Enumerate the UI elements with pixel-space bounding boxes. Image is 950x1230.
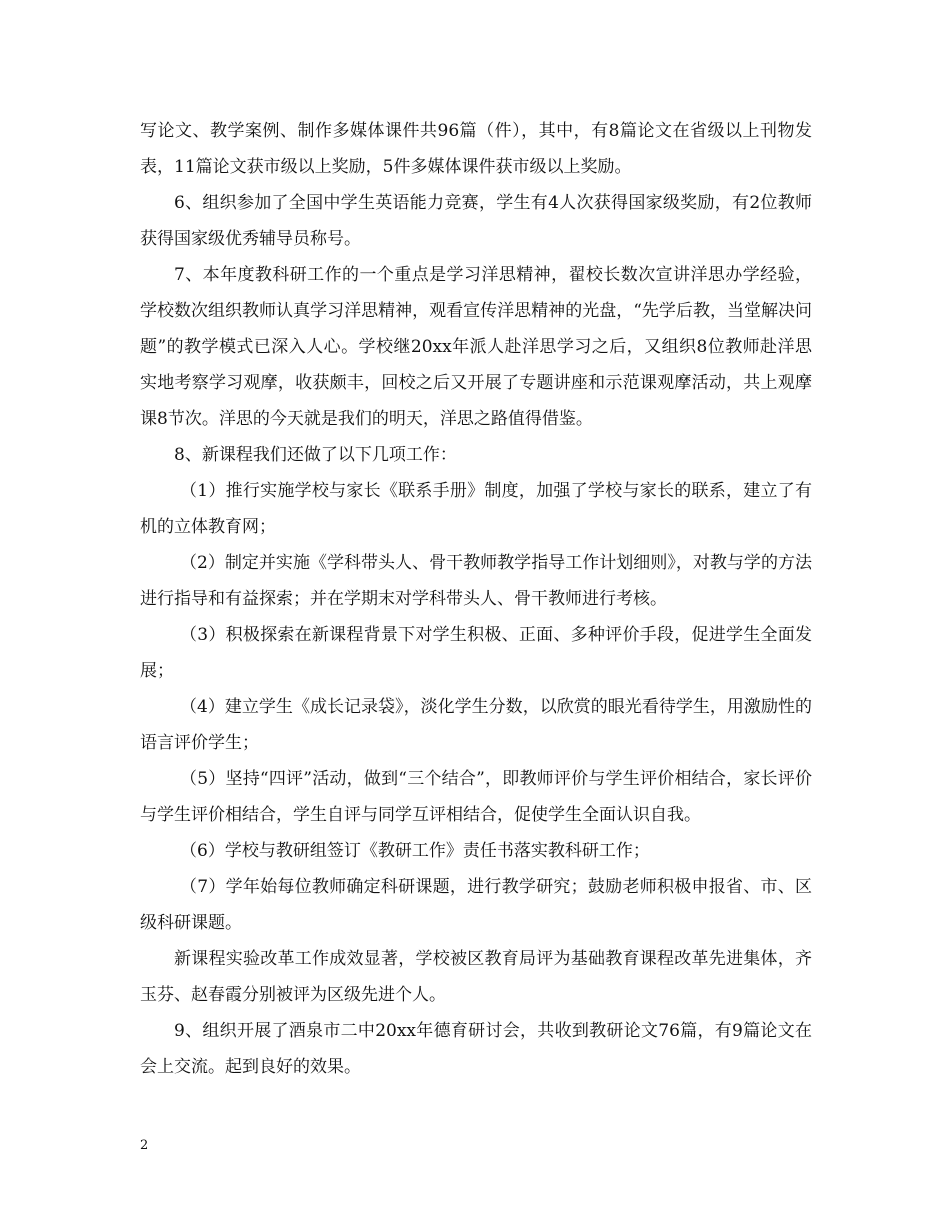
list-item-8-3: （3）积极探索在新课程背景下对学生积极、正面、多种评价手段，促进学生全面发展； xyxy=(140,625,812,681)
paragraph-item-7: 7、本年度教科研工作的一个重点是学习洋思精神，翟校长数次宣讲洋思办学经验，学校数次组织教师认真学习洋思精神，观看宣传洋思精神的光盘，“先学后教，当堂解决问题”的教学模式已深入人心。学校继20xx年派人赴洋思学习之后，又组织8位教师赴洋思实地考察学习观摩，收获颇丰，回校之后又开展了专题讲座和示范课观摩活动，共上观摩课8节次。洋思的今天就是我们的明天，洋思之路值得借鉴。 xyxy=(140,265,812,429)
list-item-8-1: （1）推行实施学校与家长《联系手册》制度，加强了学校与家长的联系，建立了有机的立体教育网； xyxy=(140,481,812,537)
list-item-8-6: （6）学校与教研组签订《教研工作》责任书落实教科研工作； xyxy=(180,841,650,861)
list-item-8-2: （2）制定并实施《学科带头人、骨干教师教学指导工作计划细则》，对教与学的方法进行指导和有益探索；并在学期末对学科带头人、骨干教师进行考核。 xyxy=(140,553,812,609)
page-number: 2 xyxy=(140,1138,149,1153)
paragraph-continuation: 写论文、教学案例、制作多媒体课件共96篇（件），其中，有8篇论文在省级以上刊物发表，11篇论文获市级以上奖励，5件多媒体课件获市级以上奖励。 xyxy=(140,121,812,177)
list-item-8-5: （5）坚持“四评”活动，做到“三个结合”，即教师评价与学生评价相结合，家长评价与学生评价相结合，学生自评与同学互评相结合，促使学生全面认识自我。 xyxy=(140,769,812,825)
paragraph-item-8-heading: 8、新课程我们还做了以下几项工作： xyxy=(174,445,457,465)
list-item-8-4: （4）建立学生《成长记录袋》，淡化学生分数，以欣赏的眼光看待学生，用激励性的语言评价学生； xyxy=(140,697,812,753)
paragraph-item-9: 9、组织开展了酒泉市二中20xx年德育研讨会，共收到教研论文76篇，有9篇论文在会上交流。起到良好的效果。 xyxy=(140,1021,812,1077)
paragraph-item-6: 6、组织参加了全国中学生英语能力竞赛，学生有4人次获得国家级奖励，有2位教师获得国家级优秀辅导员称号。 xyxy=(140,193,812,249)
list-item-8-7: （7）学年始每位教师确定科研课题，进行教学研究；鼓励老师积极申报省、市、区级科研课题。 xyxy=(140,877,812,933)
document-body xyxy=(140,113,812,1085)
paragraph-summary: 新课程实验改革工作成效显著，学校被区教育局评为基础教育课程改革先进集体，齐玉芬、赵春霞分别被评为区级先进个人。 xyxy=(140,949,812,1005)
